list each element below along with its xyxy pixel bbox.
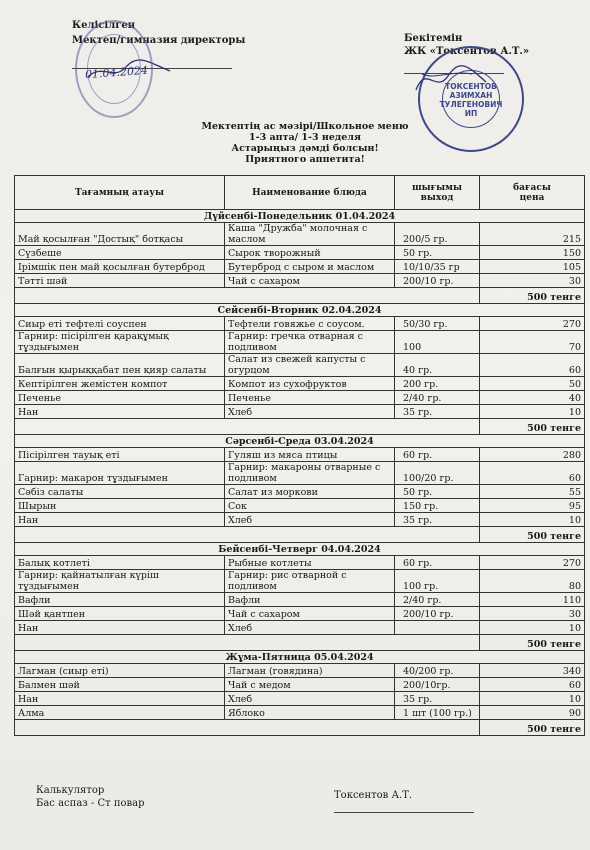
day-total-row [15,635,585,651]
dish-output: 10/10/35 гр [395,260,480,274]
table-row [15,621,585,635]
dish-output: 200/5 гр. [395,223,480,246]
dish-name-kz: Шырын [15,499,225,513]
stamp-line-1: ТОКСЕНТОВ [445,82,497,91]
dish-price: 340 [480,664,585,678]
table-row [15,593,585,607]
total-spacer [15,288,480,304]
dish-price: 105 [480,260,585,274]
dish-output: 35 гр. [395,405,480,419]
dish-name-kz: Гарнир: макарон тұздығымен [15,462,225,485]
table-row [15,331,585,354]
table-row [15,513,585,527]
dish-output: 200/10гр. [395,678,480,692]
dish-output: 50/30 гр. [395,317,480,331]
dish-name-ru: Хлеб [225,621,395,635]
dish-output: 1 шт (100 гр.) [395,706,480,720]
dish-name-kz: Сәбіз салаты [15,485,225,499]
dish-price: 30 [480,274,585,288]
total-spacer [15,720,480,736]
dish-price: 10 [480,692,585,706]
day-header-row [15,304,585,317]
dish-name-ru: Чай с медом [225,678,395,692]
col-header-output-ru: выход [420,192,454,203]
day-name: Дүйсенбі-Понедельник 01.04.2024 [15,210,585,223]
dish-output: 60 гр. [395,556,480,570]
stamp-line-3: ТУЛЕГЕНОВИЧ [439,100,503,109]
day-name: Сейсенбі-Вторник 02.04.2024 [15,304,585,317]
dish-name-kz: Балмен шәй [15,678,225,692]
dish-price: 150 [480,246,585,260]
dish-output: 60 гр. [395,448,480,462]
dish-name-kz: Сиыр еті тефтелі соуспен [15,317,225,331]
dish-name-kz: Сүзбеше [15,246,225,260]
title-line-4: Приятного аппетита! [245,154,365,165]
stamp-line-4: ИП [464,109,478,118]
dish-name-ru: Рыбные котлеты [225,556,395,570]
dish-name-kz: Нан [15,621,225,635]
dish-name-ru: Сок [225,499,395,513]
dish-output: 150 гр. [395,499,480,513]
table-row [15,485,585,499]
dish-name-kz: Нан [15,513,225,527]
dish-name-ru: Сырок творожный [225,246,395,260]
dish-price: 90 [480,706,585,720]
table-row [15,607,585,621]
table-row [15,570,585,593]
dish-name-kz: Печенье [15,391,225,405]
dish-name-kz: Гарнир: пісірілген қарақұмық тұздығымен [15,331,225,354]
day-name: Сәрсенбі-Среда 03.04.2024 [15,435,585,448]
dish-price: 110 [480,593,585,607]
dish-price: 60 [480,354,585,377]
approve-label: Бекітемін [404,33,463,44]
dish-price: 10 [480,405,585,419]
table-row [15,274,585,288]
dish-name-ru: Компот из сухофруктов [225,377,395,391]
table-row [15,391,585,405]
dish-name-ru: Вафли [225,593,395,607]
dish-output: 40 гр. [395,354,480,377]
col-header-price [480,176,585,210]
dish-price: 10 [480,513,585,527]
head-cook-label: Бас аспаз - Ст повар [36,798,145,809]
approver-signature [412,60,492,100]
dish-name-ru: Тефтели говяжье с соусом. [225,317,395,331]
dish-output: 35 гр. [395,513,480,527]
day-header-row [15,651,585,664]
director-label: Мектеп/гимназия директоры [72,35,246,46]
dish-name-ru: Гарнир: макароны отварные с подливом [225,462,395,485]
menu-table [14,175,585,736]
day-total: 500 тенге [480,288,585,304]
table-row [15,556,585,570]
table-row [15,692,585,706]
dish-output: 100/20 гр. [395,462,480,485]
dish-price: 270 [480,556,585,570]
dish-price: 80 [480,570,585,593]
day-total-row [15,288,585,304]
dish-name-kz: Тәтті шәй [15,274,225,288]
day-name: Жұма-Пятница 05.04.2024 [15,651,585,664]
dish-output: 200/10 гр. [395,607,480,621]
day-header-row [15,543,585,556]
dish-name-ru: Хлеб [225,513,395,527]
table-row [15,260,585,274]
dish-price: 50 [480,377,585,391]
col-header-output [395,176,480,210]
dish-name-kz: Кептірілген жемістен компот [15,377,225,391]
table-row [15,354,585,377]
dish-name-ru: Гуляш из мяса птицы [225,448,395,462]
table-row [15,246,585,260]
dish-price: 55 [480,485,585,499]
dish-name-kz: Лагман (сиыр еті) [15,664,225,678]
dish-name-kz: Май қосылған "Достық" ботқасы [15,223,225,246]
col-header-kz: Тағамның атауы [15,176,225,210]
total-spacer [15,635,480,651]
dish-output: 40/200 гр. [395,664,480,678]
dish-price: 95 [480,499,585,513]
dish-name-ru: Салат из свежей капусты с огурцом [225,354,395,377]
dish-name-kz: Алма [15,706,225,720]
dish-output: 35 гр. [395,692,480,706]
dish-price: 40 [480,391,585,405]
day-header-row [15,210,585,223]
title-line-3: Астарыңыз дәмді болсын! [231,143,379,154]
table-row [15,377,585,391]
school-stamp [75,20,153,118]
col-header-ru: Наименование блюда [225,176,395,210]
dish-name-kz: Вафли [15,593,225,607]
dish-price: 60 [480,462,585,485]
dish-name-ru: Печенье [225,391,395,405]
dish-output: 2/40 гр. [395,593,480,607]
table-row [15,223,585,246]
approval-left-label: Келісілген [72,20,136,31]
dish-output: 200 гр. [395,377,480,391]
stamp-line-2: АЗИМХАН [449,91,493,100]
dish-output: 50 гр. [395,485,480,499]
dish-output: 200/10 гр. [395,274,480,288]
dish-name-ru: Каша "Дружба" молочная с маслом [225,223,395,246]
dish-name-ru: Чай с сахаром [225,274,395,288]
dish-name-kz: Ірімшік пен май қосылған бутерброд [15,260,225,274]
dish-name-ru: Лагман (говядина) [225,664,395,678]
day-name: Бейсенбі-Четверг 04.04.2024 [15,543,585,556]
dish-price: 280 [480,448,585,462]
dish-name-ru: Хлеб [225,692,395,706]
table-row [15,664,585,678]
day-total-row [15,527,585,543]
dish-name-kz: Нан [15,405,225,419]
total-spacer [15,419,480,435]
dish-name-ru: Салат из моркови [225,485,395,499]
col-header-output-kz: шығымы [411,182,463,193]
total-spacer [15,527,480,543]
day-total: 500 тенге [480,527,585,543]
menu-title [175,121,435,165]
dish-price: 30 [480,607,585,621]
table-row [15,462,585,485]
dish-name-ru: Чай с сахаром [225,607,395,621]
dish-price: 60 [480,678,585,692]
day-total: 500 тенге [480,720,585,736]
dish-name-ru: Гарнир: гречка отварная с подливом [225,331,395,354]
table-row [15,706,585,720]
dish-output: 50 гр. [395,246,480,260]
dish-name-ru: Бутерброд с сыром и маслом [225,260,395,274]
dish-price: 215 [480,223,585,246]
dish-price: 70 [480,331,585,354]
dish-name-kz: Балғын қырыққабат пен қияр салаты [15,354,225,377]
table-row [15,678,585,692]
dish-price: 10 [480,621,585,635]
dish-price: 270 [480,317,585,331]
ip-label: ЖК «Токсентов А.Т.» [404,46,530,57]
dish-name-kz: Нан [15,692,225,706]
day-total-row [15,720,585,736]
dish-name-ru: Гарнир: рис отварной с подливом [225,570,395,593]
dish-name-kz: Балық котлеті [15,556,225,570]
dish-name-kz: Шәй қантпен [15,607,225,621]
day-header-row [15,435,585,448]
dish-name-kz: Гарнир: қайнатылған күріш тұздығымен [15,570,225,593]
day-total: 500 тенге [480,419,585,435]
table-row [15,448,585,462]
table-header-row [15,176,585,210]
director-signature-date: 01.04.2024 [84,63,149,82]
dish-output: 100 [395,331,480,354]
day-total-row [15,419,585,435]
dish-output: 100 гр. [395,570,480,593]
dish-output: 2/40 гр. [395,391,480,405]
dish-output [395,621,480,635]
table-row [15,499,585,513]
col-header-price-kz: бағасы [513,182,551,193]
col-header-price-ru: цена [519,192,545,203]
title-line-1: Мектептің ас мәзірі/Школьное меню [201,121,409,132]
calculator-label: Калькулятор [36,785,105,796]
signer-line [334,812,474,813]
dish-name-kz: Пісірілген тауық еті [15,448,225,462]
title-line-2: 1-3 апта/ 1-3 неделя [249,132,361,143]
table-row [15,317,585,331]
day-total: 500 тенге [480,635,585,651]
dish-name-ru: Хлеб [225,405,395,419]
dish-name-ru: Яблоко [225,706,395,720]
signer-name: Токсентов А.Т. [334,790,413,801]
table-row [15,405,585,419]
